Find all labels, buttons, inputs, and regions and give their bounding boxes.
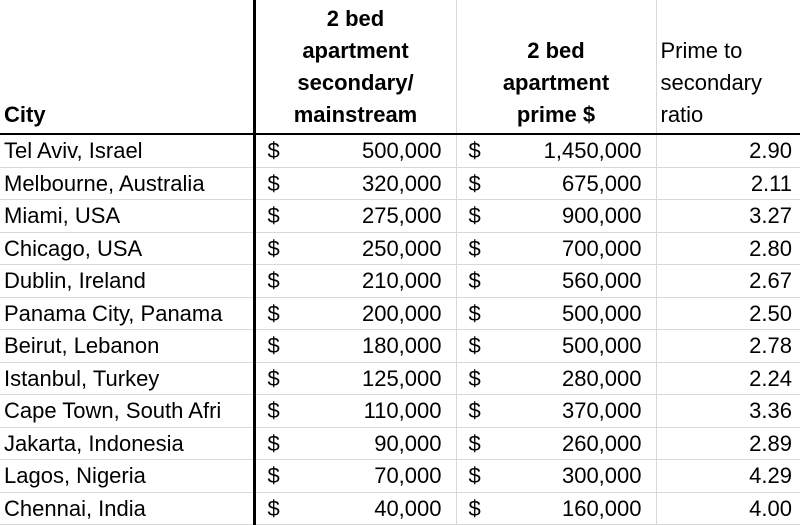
city-name: Chicago, USA [4, 235, 143, 261]
prime-price: 560,000 [561, 268, 642, 294]
prime-price: 160,000 [561, 495, 642, 521]
currency-symbol: $ [468, 138, 481, 163]
prime-price: 700,000 [561, 235, 642, 261]
cell-city[interactable] [0, 330, 254, 363]
prime-price: 675,000 [561, 170, 642, 196]
cell-secondary-price[interactable] [254, 395, 456, 428]
header-ratio-line: ratio [660, 102, 704, 127]
currency-symbol: $ [468, 463, 481, 488]
cell-secondary-price[interactable] [254, 460, 456, 493]
table-row [0, 492, 800, 525]
currency-symbol: $ [267, 138, 280, 163]
ratio-value: 2.24 [749, 365, 792, 391]
cell-secondary-price[interactable] [254, 297, 456, 330]
currency-symbol: $ [267, 170, 280, 196]
cell-prime-price[interactable] [456, 200, 656, 233]
cell-city[interactable] [0, 427, 254, 460]
prime-price: 500,000 [561, 300, 642, 326]
table-row [0, 427, 800, 460]
ratio-value: 4.29 [749, 463, 792, 489]
secondary-price: 210,000 [361, 268, 442, 294]
ratio-value: 2.50 [749, 300, 792, 326]
city-name: Istanbul, Turkey [4, 365, 160, 391]
currency-symbol: $ [267, 398, 280, 423]
currency-symbol: $ [267, 430, 280, 456]
header-ratio-line: secondary [660, 70, 763, 95]
header-prime-line: 2 bed [527, 38, 585, 63]
table-row [0, 200, 800, 233]
ratio-value: 2.67 [749, 268, 792, 294]
cell-city[interactable] [0, 200, 254, 233]
currency-symbol: $ [468, 268, 481, 293]
header-secondary[interactable] [254, 0, 456, 134]
currency-symbol: $ [267, 333, 280, 358]
header-prime[interactable] [456, 0, 656, 134]
cell-city[interactable] [0, 362, 254, 395]
header-secondary-line: mainstream [293, 102, 418, 127]
cell-secondary-price[interactable] [254, 200, 456, 233]
cell-city[interactable] [0, 265, 254, 298]
currency-symbol: $ [468, 365, 481, 391]
prime-price: 280,000 [561, 365, 642, 391]
cell-ratio[interactable] [656, 232, 800, 265]
secondary-price: 275,000 [361, 203, 442, 229]
city-name: Miami, USA [4, 203, 121, 229]
city-name: Panama City, Panama [4, 300, 223, 326]
cell-prime-price[interactable] [456, 460, 656, 493]
table-row [0, 395, 800, 428]
prime-price: 300,000 [561, 463, 642, 489]
secondary-price: 40,000 [374, 495, 442, 521]
cell-prime-price[interactable] [456, 232, 656, 265]
city-name: Chennai, India [4, 495, 146, 521]
table-row [0, 134, 800, 167]
city-name: Jakarta, Indonesia [4, 430, 184, 456]
table-row [0, 265, 800, 298]
cell-city[interactable] [0, 134, 254, 167]
cell-ratio[interactable] [656, 492, 800, 525]
prime-price: 1,450,000 [543, 138, 642, 164]
header-city-label: City [4, 102, 46, 127]
cell-secondary-price[interactable] [254, 427, 456, 460]
ratio-value: 2.89 [749, 430, 792, 456]
ratio-value: 2.80 [749, 235, 792, 261]
currency-symbol: $ [267, 365, 280, 391]
cell-ratio[interactable] [656, 362, 800, 395]
cell-secondary-price[interactable] [254, 492, 456, 525]
cell-prime-price[interactable] [456, 395, 656, 428]
header-secondary-line: secondary/ [297, 70, 414, 95]
ratio-value: 2.90 [749, 138, 792, 164]
currency-symbol: $ [267, 300, 280, 326]
cell-ratio[interactable] [656, 134, 800, 167]
cell-ratio[interactable] [656, 265, 800, 298]
cell-prime-price[interactable] [456, 330, 656, 363]
ratio-value: 3.36 [749, 398, 792, 424]
currency-symbol: $ [267, 235, 280, 261]
header-city[interactable] [0, 0, 254, 134]
currency-symbol: $ [468, 430, 481, 456]
cell-secondary-price[interactable] [254, 134, 456, 167]
city-name: Dublin, Ireland [4, 268, 146, 294]
cell-secondary-price[interactable] [254, 167, 456, 200]
currency-symbol: $ [468, 300, 481, 326]
header-prime-line: apartment [502, 70, 610, 95]
secondary-price: 110,000 [363, 398, 442, 424]
cell-secondary-price[interactable] [254, 330, 456, 363]
cell-ratio[interactable] [656, 427, 800, 460]
secondary-price: 320,000 [361, 170, 442, 196]
prime-price: 260,000 [561, 430, 642, 456]
table-row [0, 232, 800, 265]
cell-secondary-price[interactable] [254, 362, 456, 395]
cell-city[interactable] [0, 297, 254, 330]
secondary-price: 70,000 [374, 463, 442, 489]
currency-symbol: $ [267, 463, 280, 488]
cell-ratio[interactable] [656, 330, 800, 363]
table-row [0, 362, 800, 395]
currency-symbol: $ [468, 398, 481, 423]
secondary-price: 500,000 [361, 138, 442, 164]
ratio-value: 3.27 [749, 203, 792, 229]
currency-symbol: $ [468, 203, 481, 228]
city-name: Melbourne, Australia [4, 170, 205, 196]
prime-price: 500,000 [561, 333, 642, 359]
secondary-price: 200,000 [361, 300, 442, 326]
cell-ratio[interactable] [656, 297, 800, 330]
cell-ratio[interactable] [656, 460, 800, 493]
city-name: Beirut, Lebanon [4, 333, 160, 359]
ratio-value: 2.11 [750, 170, 792, 196]
table-row [0, 330, 800, 363]
prime-price: 900,000 [561, 203, 642, 229]
cell-prime-price[interactable] [456, 134, 656, 167]
header-secondary-line: apartment [302, 38, 409, 63]
secondary-price: 90,000 [374, 430, 442, 456]
cell-prime-price[interactable] [456, 362, 656, 395]
cell-prime-price[interactable] [456, 265, 656, 298]
cell-secondary-price[interactable] [254, 232, 456, 265]
cell-prime-price[interactable] [456, 427, 656, 460]
header-ratio-line: Prime to [660, 38, 743, 63]
cell-city[interactable] [0, 492, 254, 525]
secondary-price: 180,000 [361, 333, 442, 359]
city-name: Cape Town, South Afri [4, 398, 222, 424]
secondary-price: 250,000 [361, 235, 442, 261]
city-name: Lagos, Nigeria [4, 463, 146, 489]
table-body [0, 134, 800, 525]
currency-symbol: $ [267, 203, 280, 228]
currency-symbol: $ [468, 495, 481, 521]
cell-city[interactable] [0, 395, 254, 428]
prime-price: 370,000 [561, 398, 642, 424]
currency-symbol: $ [468, 235, 481, 261]
secondary-price: 125,000 [361, 365, 442, 391]
currency-symbol: $ [267, 268, 280, 293]
currency-symbol: $ [468, 333, 481, 358]
cell-city[interactable] [0, 460, 254, 493]
ratio-value: 2.78 [749, 333, 792, 359]
cell-ratio[interactable] [656, 167, 800, 200]
ratio-value: 4.00 [749, 495, 792, 521]
currency-symbol: $ [267, 495, 280, 521]
header-secondary-line: 2 bed [326, 6, 385, 31]
table-row [0, 167, 800, 200]
cell-prime-price[interactable] [456, 167, 656, 200]
currency-symbol: $ [468, 170, 481, 196]
cell-ratio[interactable] [656, 200, 800, 233]
header-row [0, 0, 800, 134]
cell-city[interactable] [0, 167, 254, 200]
header-prime-line: prime $ [516, 102, 596, 127]
cell-ratio[interactable] [656, 395, 800, 428]
table-row [0, 460, 800, 493]
city-name: Tel Aviv, Israel [4, 138, 143, 164]
cell-city[interactable] [0, 232, 254, 265]
header-ratio[interactable] [656, 0, 800, 134]
cell-prime-price[interactable] [456, 297, 656, 330]
cell-secondary-price[interactable] [254, 265, 456, 298]
table-row [0, 297, 800, 330]
cell-prime-price[interactable] [456, 492, 656, 525]
